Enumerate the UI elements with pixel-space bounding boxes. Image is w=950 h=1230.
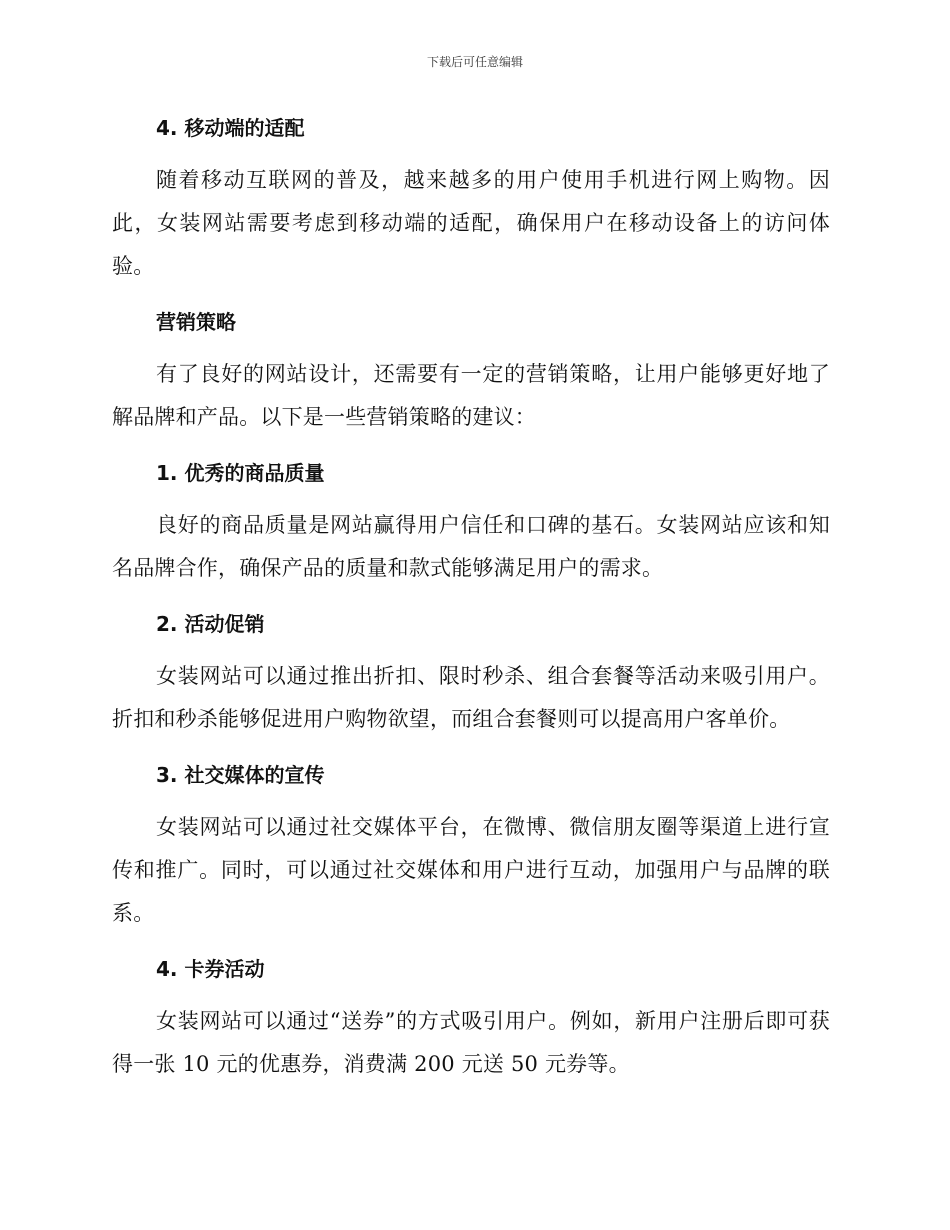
section-paragraph-coupon-campaign: 女装网站可以通过“送券”的方式吸引用户。例如，新用户注册后即可获得一张 10 元的优惠券，消费满 200 元送 50 元券等。	[112, 1009, 830, 1076]
section-heading-product-quality: 1. 优秀的商品质量	[156, 461, 325, 485]
section-heading-promotions: 2. 活动促销	[156, 612, 265, 636]
section-paragraph-mobile-adaptation: 随着移动互联网的普及，越来越多的用户使用手机进行网上购物。因此，女装网站需要考虑到移动端的适配，确保用户在移动设备上的访问体验。	[112, 168, 830, 278]
section-heading-mobile-adaptation: 4. 移动端的适配	[156, 116, 305, 140]
document-body	[112, 110, 830, 1086]
section-paragraph-marketing-strategy: 有了良好的网站设计，还需要有一定的营销策略，让用户能够更好地了解品牌和产品。以下是一些营销策略的建议：	[112, 362, 830, 429]
section-heading-marketing-strategy: 营销策略	[156, 310, 236, 334]
page-header-note: 下载后可任意编辑	[426, 55, 523, 69]
section-paragraph-promotions: 女装网站可以通过推出折扣、限时秒杀、组合套餐等活动来吸引用户。折扣和秒杀能够促进用户购物欲望，而组合套餐则可以提高用户客单价。	[112, 664, 830, 731]
section-paragraph-social-media: 女装网站可以通过社交媒体平台，在微博、微信朋友圈等渠道上进行宣传和推广。同时，可以通过社交媒体和用户进行互动，加强用户与品牌的联系。	[112, 815, 830, 925]
section-heading-coupon-campaign: 4. 卡券活动	[156, 957, 265, 981]
section-paragraph-product-quality: 良好的商品质量是网站赢得用户信任和口碑的基石。女装网站应该和知名品牌合作，确保产品的质量和款式能够满足用户的需求。	[112, 513, 830, 580]
section-heading-social-media: 3. 社交媒体的宣传	[156, 763, 325, 787]
